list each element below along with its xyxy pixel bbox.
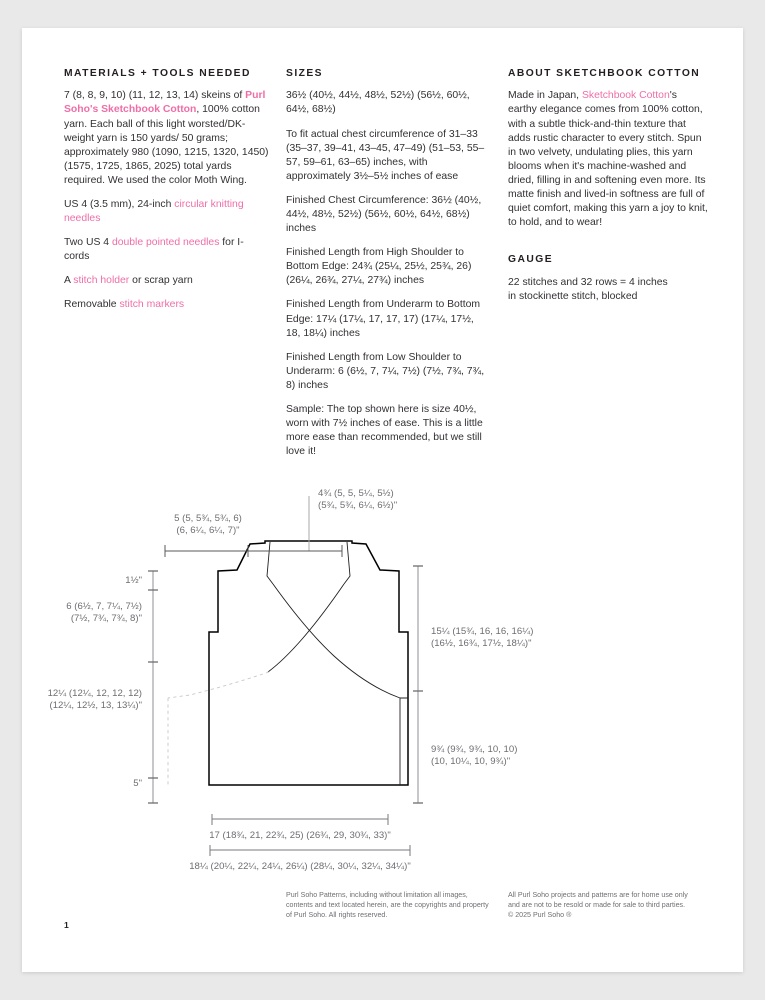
armhole-label-line1: 6 (6½, 7, 7¼, 7½) bbox=[66, 601, 142, 612]
sizes-column bbox=[286, 68, 491, 459]
bottom-lower-label: 18¼ (20¼, 22¼, 24¼, 26¼) (28¼, 30¼, 32¼, 34¼)" bbox=[189, 861, 411, 872]
sketchbook-cotton-link[interactable]: Sketchbook Cotton bbox=[581, 90, 670, 102]
right-upper-label-line2: (16½, 16¾, 17½, 18¼)" bbox=[431, 638, 532, 649]
about-paragraph bbox=[508, 89, 708, 230]
about-column bbox=[508, 68, 708, 304]
circular-needles-link[interactable]: circular knitting needles bbox=[64, 199, 244, 225]
right-upper-label-line1: 15¼ (15¾, 16, 16, 16¼) bbox=[431, 626, 534, 637]
dpn-link[interactable]: double pointed needles bbox=[111, 237, 220, 249]
about-heading: ABOUT SKETCHBOOK COTTON bbox=[508, 68, 701, 79]
materials-yarn-paragraph bbox=[64, 89, 269, 188]
footer-right-line-2: and are not to be resold or made for sale to third parties. bbox=[508, 901, 686, 910]
materials-markers-paragraph bbox=[64, 298, 269, 312]
markers-text-pre: Removable bbox=[64, 299, 120, 311]
right-dimension-axis bbox=[413, 566, 533, 803]
footer-copyright-left: Purl Soho Patterns, including without limitation all images, contents and text located herein, are the copyrights and property of Purl Soho. All rights reserved. bbox=[286, 891, 489, 920]
sample-note: Sample: The top shown here is size 40½, worn with 7½ inches of ease. This is a little more ease than recommended, but we still love it! bbox=[286, 404, 483, 458]
footer-copyright-right bbox=[508, 890, 713, 921]
materials-column bbox=[64, 68, 269, 313]
right-lower-label-line2: (10, 10¼, 10, 9¾)" bbox=[431, 756, 511, 767]
materials-dpn-paragraph bbox=[64, 236, 269, 264]
bottom-upper-dimension bbox=[209, 814, 391, 841]
size-list: 36½ (40½, 44½, 48½, 52½) (56½, 60½, 64½, 68½) bbox=[286, 90, 470, 116]
right-lower-label-line1: 9¾ (9¾, 9¾, 10, 10) bbox=[431, 744, 518, 755]
stitch-holder-link[interactable]: stitch holder bbox=[73, 275, 130, 287]
shoulder-label-line1: 5 (5, 5¾, 5¾, 6) bbox=[174, 513, 242, 524]
finished-chest-circumference: Finished Chest Circumference: 36½ (40½, 44½, 48½, 52½) (56½, 60½, 64½, 68½) inches bbox=[286, 194, 482, 235]
hem-depth-label: 5" bbox=[133, 778, 142, 789]
gauge-heading: GAUGE bbox=[508, 254, 554, 266]
to-fit-chest: To fit actual chest circumference of 31–33 (35–37, 39–41, 43–45, 47–49) (51–53, 55–57, 59–61, 63–65) inches, with approximately 3½–5½ inches of ease bbox=[286, 128, 485, 182]
gauge-line-1: 22 stitches and 32 rows = 4 inches bbox=[508, 276, 668, 288]
neck-width-label-line1: 4¾ (5, 5, 5¼, 5½) bbox=[318, 488, 394, 499]
materials-heading: MATERIALS + TOOLS NEEDED bbox=[64, 68, 251, 79]
holder-text-pre: A bbox=[64, 275, 74, 287]
body-side-label-line2: (12¼, 12½, 13, 13¼)" bbox=[49, 700, 142, 711]
yarn-text-pre: 7 (8, 8, 9, 10) (11, 12, 13, 14) skeins of bbox=[64, 90, 246, 102]
left-dimension-axis bbox=[48, 571, 158, 803]
dpn-text-post: for I-cords bbox=[64, 237, 244, 263]
neck-depth-label: 1½" bbox=[125, 575, 142, 586]
garment-outline bbox=[209, 541, 408, 785]
footer-right-line-1: All Purl Soho projects and patterns are for home use only bbox=[508, 891, 688, 899]
bottom-lower-dimension bbox=[189, 845, 411, 872]
bottom-upper-label: 17 (18¾, 21, 22¾, 25) (26¾, 29, 30¾, 33)" bbox=[209, 830, 391, 841]
gauge-line-2: in stockinette stitch, blocked bbox=[508, 290, 638, 302]
sizes-heading: SIZES bbox=[286, 68, 324, 79]
finished-length-high-shoulder: Finished Length from High Shoulder to Bottom Edge: 24¾ (25¼, 25½, 25¾, 26) (26¼, 26¾, 27¼, 27¾) inches bbox=[286, 247, 472, 287]
materials-holder-paragraph bbox=[64, 274, 269, 288]
yarn-product-link[interactable]: Purl Soho's Sketchbook Cotton bbox=[64, 90, 266, 116]
footer-right-line-3: © 2025 Purl Soho ® bbox=[508, 911, 572, 920]
shoulder-label-line2: (6, 6¼, 6¼, 7)" bbox=[176, 525, 240, 536]
body-side-label-line1: 12¼ (12¼, 12, 12, 12) bbox=[47, 688, 142, 699]
pattern-sheet bbox=[22, 28, 743, 972]
about-text-post: 's earthy elegance comes from 100% cotton, with a subtle thick-and-thin texture that adds rustic character to every stitch. Spun in two velvety, undulating plies, this yarn blooms when it's machine-washed and dried, filling in and softening even more. Its matte finish and lived-in softness are full of quiet comfort, making this yarn a joy to knit, to hold, and to wear! bbox=[508, 90, 708, 229]
page-number: 1 bbox=[64, 920, 69, 930]
stitch-markers-link[interactable]: stitch markers bbox=[119, 299, 185, 311]
neck-width-label-line2: (5¾, 5¾, 6¼, 6½)" bbox=[318, 500, 398, 511]
gauge-text bbox=[508, 276, 708, 304]
materials-needles-paragraph bbox=[64, 198, 269, 226]
dpn-text-pre: Two US 4 bbox=[64, 237, 112, 249]
about-text-pre: Made in Japan, bbox=[508, 90, 582, 102]
yarn-text-post: , 100% cotton yarn. Each ball of this light worsted/DK-weight yarn is 150 yards/ 50 grams; approximately 980 (1090, 1215, 1320, 1450) (1575, 1725, 1865, 2025) total yards required. We used the color Moth Wing. bbox=[64, 104, 269, 186]
garment-schematic bbox=[22, 448, 743, 878]
finished-length-underarm: Finished Length from Underarm to Bottom Edge: 17¼ (17¼, 17, 17, 17) (17¼, 17½, 18, 18¼) inches bbox=[286, 299, 481, 339]
body-silhouette bbox=[209, 541, 408, 785]
armhole-label-line2: (7½, 7¾, 7¾, 8)" bbox=[70, 613, 142, 624]
needles-text-pre: US 4 (3.5 mm), 24-inch bbox=[64, 199, 175, 210]
finished-length-low-shoulder: Finished Length from Low Shoulder to Underarm: 6 (6½, 7, 7¼, 7½) (7½, 7¾, 7¾, 8) inches bbox=[286, 351, 485, 391]
page-footer bbox=[22, 890, 743, 950]
holder-text-post: or scrap yarn bbox=[129, 275, 193, 287]
